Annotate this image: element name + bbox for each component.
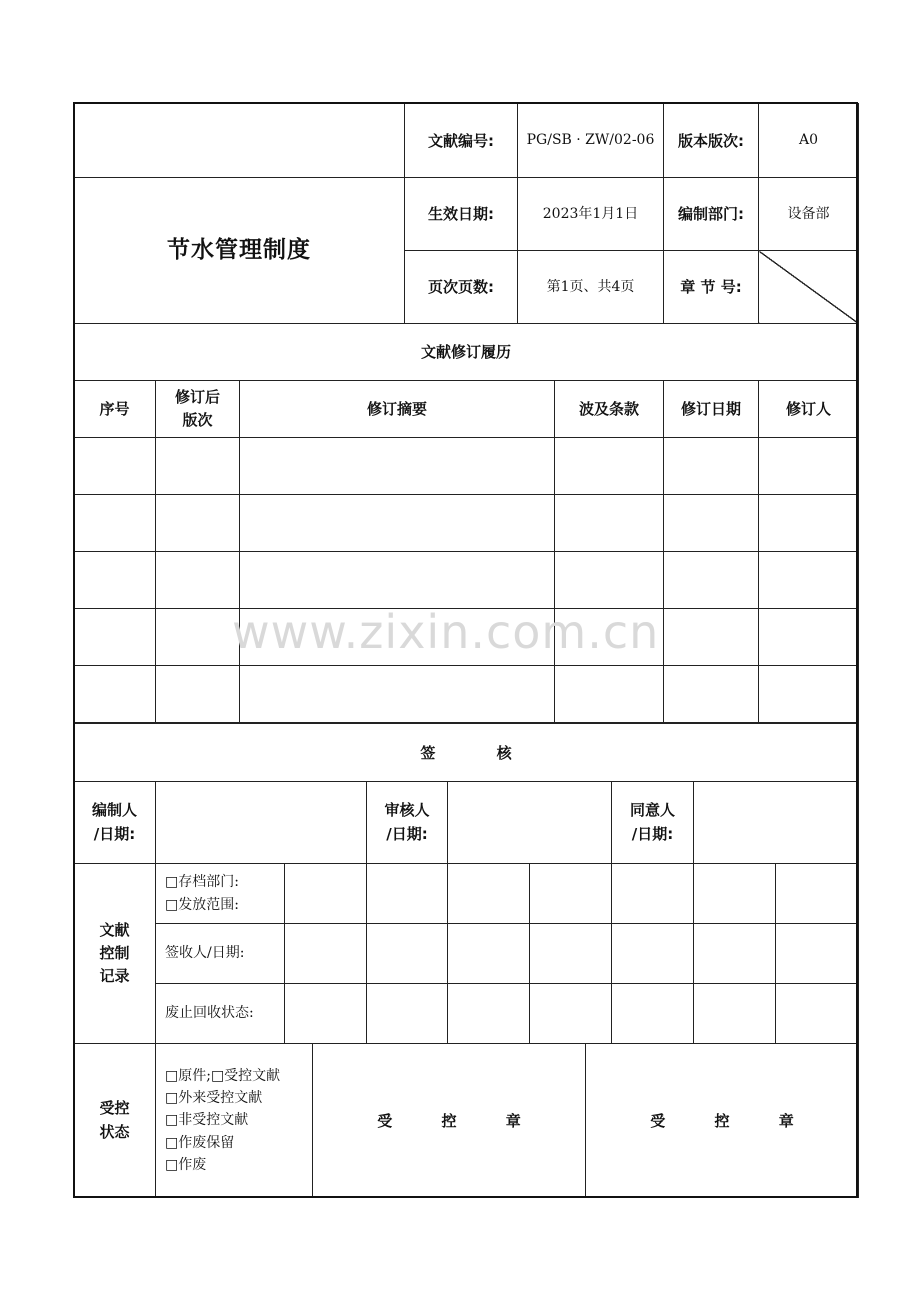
obsolete-label: 废止回收状态: <box>156 984 285 1044</box>
pages-value: 第1页、共4页 <box>518 251 664 324</box>
status-option-void-retained[interactable]: □作废保留 <box>165 1134 235 1151</box>
compiler-signature-field[interactable] <box>156 782 367 864</box>
signoff-title: 签 核 <box>74 724 859 782</box>
col-revision-date: 修订日期 <box>664 381 759 438</box>
control-record-label: 文献 控制 记录 <box>74 864 156 1044</box>
revision-history <box>73 323 858 723</box>
stamp-left: 受 控 章 <box>313 1044 586 1198</box>
reviewer-signature-field[interactable] <box>448 782 612 864</box>
col-clauses: 波及条款 <box>555 381 664 438</box>
table-row <box>74 495 859 552</box>
status-option-original-controlled[interactable]: □原件;□受控文献 <box>165 1067 281 1084</box>
approver-signature-field[interactable] <box>694 782 859 864</box>
version-label: 版本版次: <box>664 104 759 178</box>
effective-date-value: 2023年1月1日 <box>518 178 664 251</box>
archive-dept-checkbox[interactable]: □存档部门: <box>165 874 239 891</box>
col-summary: 修订摘要 <box>240 381 555 438</box>
receipt-label: 签收人/日期: <box>156 924 285 984</box>
status-option-uncontrolled[interactable]: □非受控文献 <box>165 1112 249 1129</box>
watermark: www.zixin.com.cn <box>232 605 660 659</box>
archive-issue-cell <box>156 864 285 924</box>
control-record-section <box>73 863 858 1044</box>
compiler-label: 编制人 /日期: <box>74 782 156 864</box>
title-blank-cell <box>74 104 405 178</box>
chapter-value-slashed <box>759 251 859 324</box>
doc-no-label: 文献编号: <box>405 104 518 178</box>
doc-no-value: PG/SB · ZW/02-06 <box>518 104 664 178</box>
col-seq: 序号 <box>74 381 156 438</box>
pages-label: 页次页数: <box>405 251 518 324</box>
revision-history-title: 文献修订履历 <box>74 324 859 381</box>
reviewer-label: 审核人 /日期: <box>367 782 448 864</box>
col-revised-version: 修订后 版次 <box>156 381 240 438</box>
table-row <box>74 552 859 609</box>
status-options <box>156 1044 313 1198</box>
status-option-void[interactable]: □作废 <box>165 1157 207 1174</box>
controlled-status-section <box>73 1043 858 1198</box>
dept-value: 设备部 <box>759 178 859 251</box>
controlled-status-label: 受控 状态 <box>74 1044 156 1198</box>
signoff-section <box>73 723 858 864</box>
status-option-external-controlled[interactable]: □外来受控文献 <box>165 1089 263 1106</box>
chapter-label: 章 节 号: <box>664 251 759 324</box>
col-reviser: 修订人 <box>759 381 859 438</box>
effective-date-label: 生效日期: <box>405 178 518 251</box>
table-row <box>74 438 859 495</box>
table-row <box>74 609 859 666</box>
document-header <box>73 103 858 324</box>
stamp-right: 受 控 章 <box>586 1044 859 1198</box>
approver-label: 同意人 /日期: <box>612 782 694 864</box>
document-title: 节水管理制度 <box>74 178 405 324</box>
issue-scope-checkbox[interactable]: □发放范围: <box>165 896 239 913</box>
table-row <box>74 666 859 723</box>
dept-label: 编制部门: <box>664 178 759 251</box>
version-value: A0 <box>759 104 859 178</box>
